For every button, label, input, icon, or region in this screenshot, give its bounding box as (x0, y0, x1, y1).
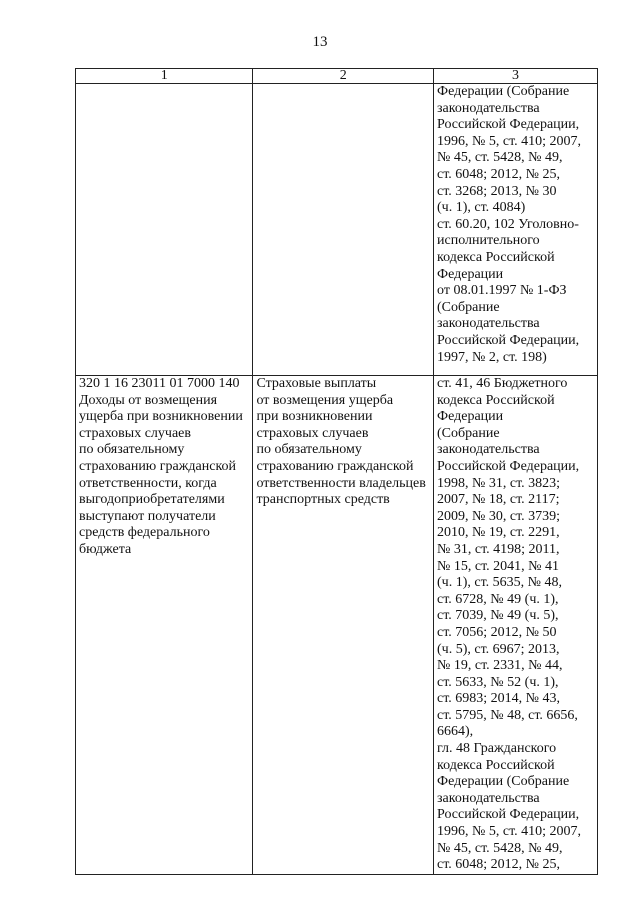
cell-text-line: (Собрание (437, 299, 500, 315)
cell-text-line: страхованию гражданской (256, 458, 414, 474)
cell-text-line: 1997, № 2, ст. 198) (437, 349, 547, 365)
cell-text-line: при возникновении (256, 409, 373, 425)
cell-text-line: ущерба при возникновении (79, 409, 243, 425)
cell-text-line: от 08.01.1997 № 1-ФЗ (437, 283, 567, 299)
cell-text-line: ответственности владельцев (256, 475, 426, 491)
cell-text-line: № 31, ст. 4198; 2011, (437, 541, 560, 557)
cell-text-line: Федерации (Собрание (437, 84, 570, 99)
cell-text-line: ст. 5795, № 48, ст. 6656, (437, 707, 578, 723)
cell-text-line: Федерации (437, 266, 504, 282)
cell-text-line: Доходы от возмещения (79, 392, 218, 408)
description-cell (253, 84, 434, 376)
cell-text-line: кодекса Российской (437, 392, 555, 408)
cell-text-line: № 45, ст. 5428, № 49, (437, 150, 563, 166)
cell-text-line: страховых случаев (256, 425, 369, 441)
page-number: 13 (312, 34, 328, 50)
cell-text-line: 1996, № 5, ст. 410; 2007, (437, 824, 582, 840)
cell-text-line: № 19, ст. 2331, № 44, (437, 658, 563, 674)
cell-text-line: законодательства (437, 316, 540, 332)
cell-text-line: по обязательному (79, 442, 185, 458)
cell-text-line: 6664), (437, 724, 474, 740)
cell-text-line: кодекса Российской (437, 249, 555, 265)
cell-text-line: (ч. 1), ст. 5635, № 48, (437, 575, 563, 591)
code-cell (76, 376, 253, 875)
cell-text-line: (ч. 5), ст. 6967; 2013, (437, 641, 560, 657)
cell-text-line: 1996, № 5, ст. 410; 2007, (437, 133, 582, 149)
cell-text-line: средств федерального (79, 525, 210, 541)
cell-text-line: 2007, № 18, ст. 2117; (437, 492, 560, 508)
cell-text-line: ст. 6048; 2012, № 25, (437, 166, 561, 182)
description-cell (253, 376, 434, 875)
cell-text-line: 1998, № 31, ст. 3823; (437, 475, 561, 491)
cell-text-line: выгодоприобретателями (79, 492, 225, 508)
cell-text-line: (Собрание (437, 425, 500, 441)
cell-text-line: Федерации (Собрание (437, 774, 570, 790)
cell-text-line: выступают получатели (79, 508, 216, 524)
cell-text-line: исполнительного (437, 233, 540, 249)
cell-text-line: ст. 6983; 2014, № 43, (437, 691, 561, 707)
cell-text-line: законодательства (437, 790, 540, 806)
table-row (76, 376, 598, 875)
cell-text-line: ст. 7039, № 49 (ч. 5), (437, 608, 559, 624)
cell-text-line: № 15, ст. 2041, № 41 (437, 558, 560, 574)
cell-text-line: 2010, № 19, ст. 2291, (437, 525, 560, 541)
legal-basis-cell (434, 376, 598, 875)
table-row (76, 84, 598, 376)
cell-text-line: Российской Федерации, (437, 807, 580, 823)
cell-text-line: № 45, ст. 5428, № 49, (437, 840, 563, 856)
code-cell (76, 84, 253, 376)
cell-text-line: кодекса Российской (437, 757, 555, 773)
table-header-row (76, 69, 598, 84)
cell-text-line: ст. 5633, № 52 (ч. 1), (437, 674, 559, 690)
cell-text-line: ответственности, когда (79, 475, 217, 491)
document-table (75, 68, 598, 875)
cell-text-line: бюджета (79, 541, 132, 557)
column-header-2: 2 (253, 69, 434, 84)
cell-text-line: законодательства (437, 442, 540, 458)
cell-text-line: гл. 48 Гражданского (437, 741, 557, 757)
cell-text-line: ст. 7056; 2012, № 50 (437, 624, 557, 640)
cell-text-line: ст. 60.20, 102 Уголовно- (437, 216, 579, 232)
cell-text-line: ст. 41, 46 Бюджетного (437, 376, 568, 391)
cell-text-line: по обязательному (256, 442, 362, 458)
cell-text-line: законодательства (437, 100, 540, 116)
cell-text-line: Российской Федерации, (437, 458, 580, 474)
cell-text-line: 2009, № 30, ст. 3739; (437, 508, 561, 524)
cell-text-line: Российской Федерации, (437, 332, 580, 348)
cell-text-line: Российской Федерации, (437, 117, 580, 133)
legal-basis-cell (434, 84, 598, 376)
column-header-3: 3 (434, 69, 598, 84)
cell-text-line: Страховые выплаты (256, 376, 377, 391)
cell-text-line: ст. 3268; 2013, № 30 (437, 183, 557, 199)
column-header-1: 1 (76, 69, 253, 84)
cell-text-line: ст. 6048; 2012, № 25, (437, 857, 561, 873)
cell-text-line: (ч. 1), ст. 4084) (437, 200, 526, 216)
cell-text-line: 320 1 16 23011 01 7000 140 (79, 376, 240, 391)
cell-text-line: ст. 6728, № 49 (ч. 1), (437, 591, 559, 607)
cell-text-line: Федерации (437, 409, 504, 425)
cell-text-line: страхованию гражданской (79, 458, 237, 474)
cell-text-line: от возмещения ущерба (256, 392, 394, 408)
cell-text-line: страховых случаев (79, 425, 191, 441)
cell-text-line: транспортных средств (256, 492, 390, 508)
